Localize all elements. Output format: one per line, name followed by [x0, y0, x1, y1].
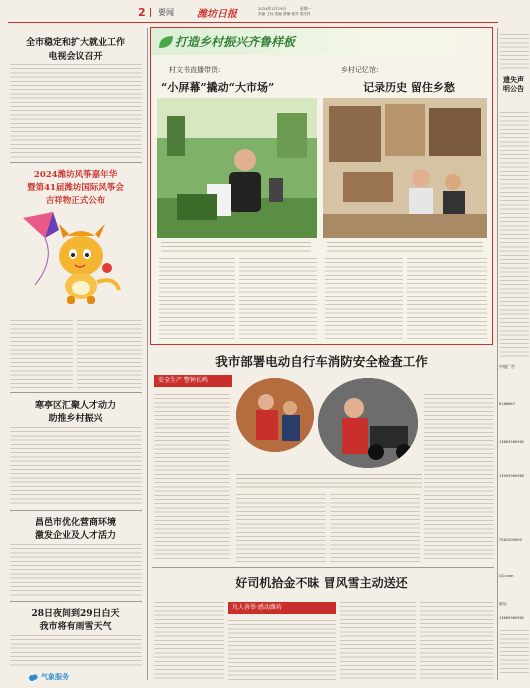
leaf-icon: [157, 34, 175, 50]
feature-headline-2: 记录历史 留住乡愁: [363, 81, 455, 94]
notice-text-top: [500, 32, 529, 72]
headline-weather-2: 我市将有雨雪天气: [39, 622, 112, 632]
driver-article-c: [340, 600, 416, 682]
masthead-rule: [8, 22, 498, 23]
driver-article-b: [228, 618, 336, 682]
weather-article-body: [10, 633, 142, 668]
headline-changyi-2: 激发企业及人才活力: [34, 531, 116, 541]
livestream-article-a: [159, 256, 235, 340]
qq-label: QQ.com: [499, 574, 514, 578]
safety-article-b: [236, 492, 326, 562]
mascot-dragon-icon: [15, 210, 137, 310]
ad-text-bottom: [500, 628, 529, 676]
phone-5: 13869360962: [499, 616, 525, 620]
changyi-article-body: [10, 542, 142, 598]
phone-4: 7581009900: [499, 538, 522, 542]
safety-photo-circle-1: [236, 378, 314, 452]
memory-hall-article-a: [325, 256, 403, 340]
phone-3: 13905360980: [499, 474, 525, 478]
feature-banner: [151, 28, 492, 55]
kite-article-body-a: [10, 318, 73, 388]
driver-article-a: [154, 600, 224, 682]
issue-weekday: 星期一: [300, 6, 312, 11]
wechat-label: 微信:: [499, 602, 508, 606]
divider: [10, 601, 142, 602]
safety-article-c: [330, 492, 420, 562]
article-employment-body: [10, 62, 142, 160]
headline-kite-2: 暨第41届潍坊国际风筝会: [27, 183, 124, 193]
phone-2: 13863580962: [499, 440, 525, 444]
feature-block: [150, 27, 493, 345]
headline-kite-1: 2024潍坊风筝嘉年华: [33, 170, 118, 180]
memory-hall-article-b: [407, 256, 487, 340]
good-deed-tag: [228, 602, 336, 614]
feature-sub-1: 村文书直播带货:: [169, 66, 221, 74]
safety-tag: [154, 375, 232, 387]
feature-banner-title: 打造乡村振兴齐鲁样板: [175, 35, 296, 49]
ad-column: [499, 28, 530, 680]
column-divider-left: [147, 28, 148, 680]
divider: [10, 162, 142, 163]
page-separator: [150, 8, 151, 17]
safety-photo-circle-2: [318, 378, 418, 468]
good-deed-tag-label: 凡人善举·感动潍坊: [232, 604, 282, 611]
lost-notice-title: 遗失声明公告: [503, 76, 524, 93]
page-number: 2: [138, 6, 146, 19]
headline-ebike-safety: 我市部署电动自行车消防安全检查工作: [215, 354, 428, 369]
cloud-icon: [28, 672, 38, 682]
kite-article-body-b: [77, 318, 142, 388]
headline-good-driver: 好司机拾金不昧 冒风雪主动送还: [235, 576, 408, 590]
headline-hanting-1: 寒亭区汇聚人才动力: [34, 401, 116, 411]
section-title: 要闻: [158, 8, 174, 17]
divider: [10, 392, 142, 393]
divider: [152, 567, 494, 568]
memory-hall-photo: [323, 98, 487, 238]
weather-service-tag: [28, 671, 69, 683]
headline-kite-3: 吉祥物正式公布: [45, 196, 106, 206]
paper-logo: 潍坊日报: [197, 9, 237, 20]
hanting-article-body: [10, 425, 142, 507]
kite-festival-mascot: [15, 210, 137, 310]
phone-1: 8186667: [499, 402, 516, 406]
headline-employment-2: 电视会议召开: [48, 52, 103, 62]
feature-sub-2: 乡村记忆馆:: [341, 66, 379, 74]
memory-hall-caption: [327, 240, 483, 252]
issue-date: 2024年2月19日: [258, 6, 287, 11]
driver-article-d: [420, 600, 494, 682]
issue-editors: 责编 王伟 美编 萧楠 校对 梁彦祥: [258, 12, 311, 16]
headline-hanting-2: 助推乡村振兴: [48, 414, 103, 424]
weather-service-label: 气象服务: [41, 673, 69, 681]
inspection-scene-1: [236, 378, 314, 452]
livestream-photo: [157, 98, 317, 238]
inspection-scene-2: [318, 378, 418, 468]
notice-text-body: [500, 110, 529, 360]
column-divider-right: [497, 28, 498, 680]
livestream-article-b: [239, 256, 317, 340]
safety-article-a: [154, 392, 230, 562]
safety-article-d: [424, 392, 494, 562]
headline-weather-1: 28日夜间到29日白天: [31, 609, 120, 619]
livestream-caption: [161, 240, 311, 252]
headline-changyi-1: 昌邑市优化营商环境: [34, 518, 116, 528]
headline-employment: 全市稳定和扩大就业工作: [25, 38, 125, 48]
safety-photo-caption: [236, 472, 422, 488]
masthead: [0, 0, 530, 22]
memory-hall-scene: [323, 98, 487, 238]
feature-headline-1: “小屏幕”撬动“大市场”: [161, 81, 275, 94]
livestream-scene: [157, 98, 317, 238]
safety-tag-label: 安全生产 警钟长鸣: [158, 377, 208, 384]
divider: [10, 510, 142, 511]
classified-ad-label: 中缝广告: [499, 364, 515, 369]
